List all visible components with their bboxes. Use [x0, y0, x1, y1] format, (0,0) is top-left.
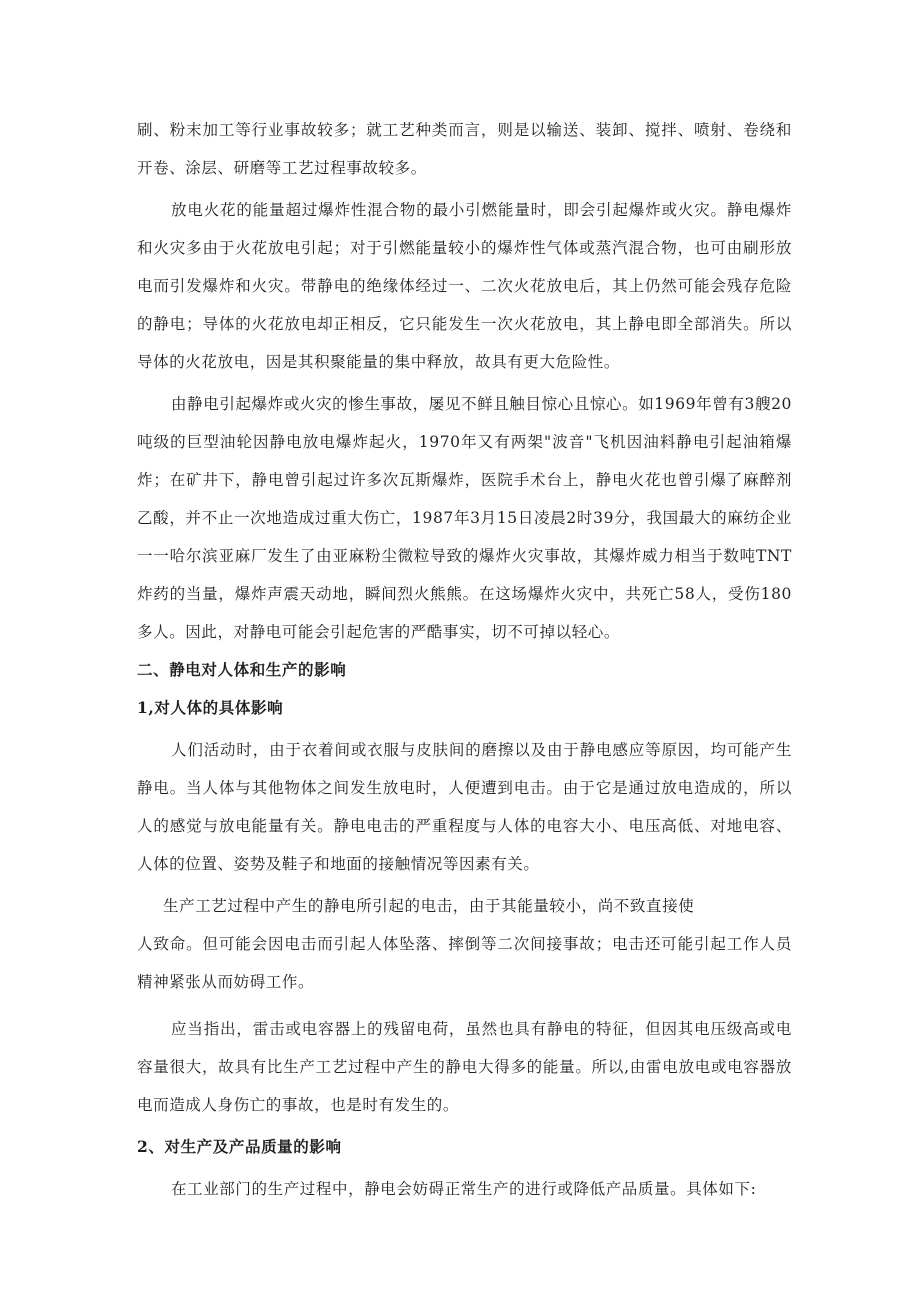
paragraph-spark-energy: 放电火花的能量超过爆炸性混合物的最小引燃能量时，即会引起爆炸或火灾。静电爆炸和火灾多由于火花放电引起；对于引燃能量较小的爆炸性气体或蒸汽混合物，也可由刷形放电而引发爆炸和火灾。带静电的绝缘体经过一、二次火花放电后，其上仍然可能会残存危险的静电；导体的火花放电却正相反，它只能发生一次火花放电，其上静电即全部消失。所以导体的火花放电，因是其积聚能量的集中释放，故具有更大危险性。 — [137, 201, 792, 371]
paragraph-lightning-note: 应当指出，雷击或电容器上的残留电荷，虽然也具有静电的特征，但因其电压级高或电容量很大，故具有比生产工艺过程中产生的静电大得多的能量。所以,由雷电放电或电容器放电而造成人身伤亡的事故，也是时有发生的。 — [137, 1020, 792, 1114]
paragraph-process-shock-rest: 人致命。但可能会因电击而引起人体坠落、摔倒等二次间接事故；电击还可能引起工作人员精神紧张从而妨碍工作。 — [137, 935, 792, 991]
paragraph-production-intro: 在工业部门的生产过程中，静电会妨碍正常生产的进行或降低产品质量。具体如下: — [171, 1180, 757, 1198]
subheading-production-effects: 2、对生产及产品质量的影响 — [137, 1137, 342, 1156]
paragraph-human-shock: 人们活动时，由于衣着间或衣服与皮肤间的磨擦以及由于静电感应等原因，均可能产生静电。当人体与其他物体之间发生放电时，人便遭到电击。由于它是通过放电造成的，所以人的感觉与放电能量有关。静电电击的严重程度与人体的电容大小、电压高低、对地电容、人体的位置、姿势及鞋子和地面的接触情况等因素有关。 — [137, 741, 792, 873]
subheading-human-effects: 1,对人体的具体影响 — [137, 698, 284, 717]
section-heading-effects: 二、静电对人体和生产的影响 — [137, 660, 347, 679]
paragraph-industry-accidents: 刷、粉末加工等行业事故较多；就工艺种类而言，则是以输送、装卸、搅拌、喷射、卷绕和开卷、涂层、研磨等工艺过程事故较多。 — [137, 121, 792, 177]
paragraph-process-shock-line1: 生产工艺过程中产生的静电所引起的电击，由于其能量较小，尚不致直接使 — [163, 897, 695, 915]
document-body — [137, 111, 792, 1208]
paragraph-accident-cases: 由静电引起爆炸或火灾的惨生事故，屡见不鲜且触目惊心且惊心。如1969年曾有3艘20吨级的巨型油轮因静电放电爆炸起火，1970年又有两架"波音"飞机因油料静电引起油箱爆炸；在矿井下，静电曾引起过许多次瓦斯爆炸，医院手术台上，静电火花也曾引爆了麻醉剂乙酸，并不止一次地造成过重大伤亡，1987年3月15日凌晨2时39分，我国最大的麻纺企业一一哈尔滨亚麻厂发生了由亚麻粉尘微粒导致的爆炸火灾事故，其爆炸威力相当于数吨TNT炸药的当量，爆炸声震天动地，瞬间烈火熊熊。在这场爆炸火灾中，共死亡58人，受伤180多人。因此，对静电可能会引起危害的严酷事实，切不可掉以轻心。 — [137, 395, 792, 641]
